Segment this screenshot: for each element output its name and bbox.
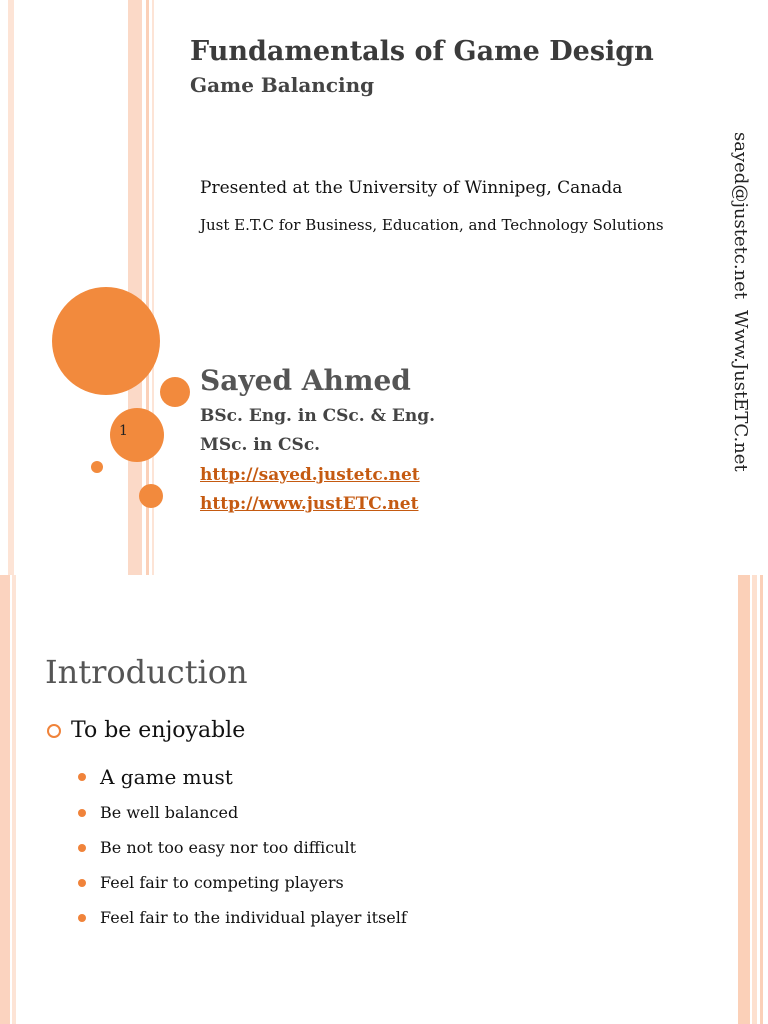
bullet-text: To be enjoyable: [71, 718, 246, 743]
introduction-slide: [0, 575, 768, 1024]
presented-line: Presented at the University of Winnipeg, Canada: [200, 178, 623, 198]
dot-bullet-icon: [78, 914, 86, 922]
sub-bullet-item: [78, 838, 356, 857]
decor-circle-tiny: [91, 461, 103, 473]
slide-subtitle: Game Balancing: [190, 73, 375, 97]
sub-bullet-item: [78, 765, 233, 789]
decor-stripe: [738, 575, 750, 1024]
dot-bullet-icon: [78, 844, 86, 852]
dot-bullet-icon: [78, 879, 86, 887]
credential-msc: MSc. in CSc.: [200, 435, 321, 455]
slide-title: Fundamentals of Game Design: [190, 36, 654, 67]
link-sayed-justetc[interactable]: http://sayed.justetc.net: [200, 465, 420, 485]
sub-bullet-item: [78, 908, 407, 927]
sub-bullet-text: Be well balanced: [100, 803, 239, 822]
decor-stripe: [12, 575, 16, 1024]
vertical-email: sayed@justetc.net: [730, 132, 751, 300]
decor-stripe: [0, 575, 10, 1024]
sub-bullet-item: [78, 873, 344, 892]
sub-bullet-item: [78, 803, 238, 822]
link-justetc[interactable]: http://www.justETC.net: [200, 494, 419, 514]
slide-title: Introduction: [45, 653, 248, 691]
author-name: Sayed Ahmed: [200, 364, 411, 397]
decor-stripe: [8, 0, 14, 575]
decor-circle-small: [160, 377, 190, 407]
dot-bullet-icon: [78, 773, 86, 781]
sub-bullet-text: Be not too easy nor too difficult: [100, 838, 356, 857]
ring-bullet-icon: [47, 724, 61, 738]
decor-stripe: [760, 575, 763, 1024]
credential-bsc: BSc. Eng. in CSc. & Eng.: [200, 406, 435, 426]
sub-bullet-text: Feel fair to competing players: [100, 873, 344, 892]
vertical-site: Www.JustETC.net: [730, 310, 751, 472]
sub-bullet-text: A game must: [100, 765, 233, 789]
slide-number: 1: [119, 423, 128, 439]
company-line: Just E.T.C for Business, Education, and Technology Solutions: [200, 216, 664, 234]
sub-bullet-text: Feel fair to the individual player itself: [100, 908, 407, 927]
decor-circle-large: [52, 287, 160, 395]
dot-bullet-icon: [78, 809, 86, 817]
decor-circle-small: [139, 484, 163, 508]
decor-stripe: [752, 575, 757, 1024]
bullet-item: [47, 718, 245, 743]
